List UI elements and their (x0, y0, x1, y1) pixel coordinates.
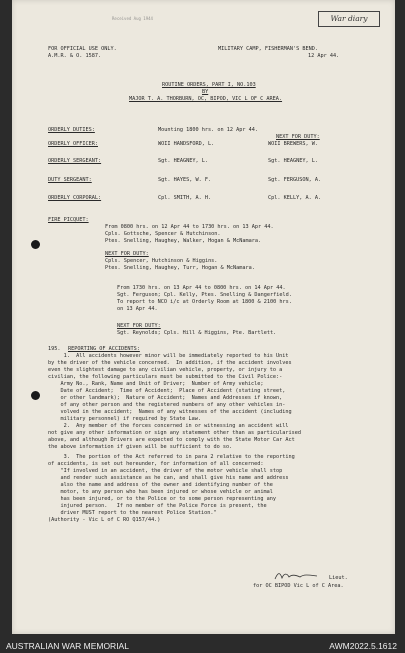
body-line: driver MUST report to the nearest Police Station." (48, 510, 217, 516)
orderly-officer-label: ORDERLY OFFICER: (48, 141, 98, 147)
body-line: 3. The portion of the Act referred to in para 2 relative to the reporting (48, 454, 295, 460)
body-line: civilian, the following particulars must be submitted to the Civil Police:- (48, 374, 283, 380)
orderly-officer-next: WOII BREWERS, W. (268, 141, 318, 147)
fire-picquet-line: Ptes. Snelling, Haughey, Walker, Hogan & McNamara. (105, 238, 262, 244)
title-line1: ROUTINE ORDERS, PART I, NO.103 (162, 82, 256, 88)
body-line: or other landmark); Nature of Accident; Names and Addresses if known, (48, 395, 283, 401)
body-line: Army No., Rank, Name and Unit of Driver; Number of Army vehicle; (48, 381, 264, 387)
body-line: has been injured, or to the Police or to some person representing any (48, 496, 276, 502)
fire-picquet-line: To report to NCO i/c at Orderly Room at 1800 & 2100 hrs. (117, 299, 292, 305)
orderly-sergeant-label: ORDERLY SERGEANT: (48, 158, 102, 164)
body-line: the above information if given will be sufficient to do so. (48, 444, 233, 450)
section-heading: REPORTING OF ACCIDENTS: (68, 346, 140, 352)
orderly-corporal-current: Cpl. SMITH, A. H. (158, 195, 212, 201)
header-right-line1: MILITARY CAMP, FISHERMAN'S BEND. (218, 46, 318, 52)
body-line: military personnel) if required by State Law. (48, 416, 202, 422)
body-line: even the slightest damage to any civilian vehicle, property, or injury to a (48, 367, 283, 373)
body-line: and render such assistance as he can, and shall give his name and address (48, 475, 289, 481)
header-left-line1: FOR OFFICIAL USE ONLY. (48, 46, 117, 52)
duty-sergeant-label: DUTY SERGEANT: (48, 177, 92, 183)
footer-bar (0, 640, 405, 653)
body-line: above, and although Drivers are expected to comply with the State Motor Car Act (48, 437, 295, 443)
header-left-line2: A.M.R. & O. 1587. (48, 53, 102, 59)
body-line: by the driver of the vehicle concerned. In addition, if the accident involves (48, 360, 292, 366)
fire-picquet-next-label: NEXT FOR DUTY: (105, 251, 149, 257)
duty-sergeant-next: Sgt. FERGUSON, A. (268, 177, 322, 183)
body-line: not give any other information or sign any statement other than as particularised (48, 430, 301, 436)
orderly-corporal-next: Cpl. KELLY, A. A. (268, 195, 322, 201)
document-page (12, 0, 395, 634)
body-line: of any other person and the registered numbers of any other vehicles in- (48, 402, 286, 408)
orderly-duties-label: ORDERLY DUTIES: (48, 127, 95, 133)
body-line: 2. Any member of the forces concerned in or witnessing an accident will (48, 423, 289, 429)
fire-picquet-line: Cpls. Gottsche, Spencer & Hutchinson. (105, 231, 221, 237)
title-line3: MAJOR T. A. THORBURN, OC, BIPOD, VIC L OF C AREA. (129, 96, 283, 102)
fire-picquet-next-label: NEXT FOR DUTY: (117, 323, 161, 329)
handwritten-note: War diary (318, 11, 380, 27)
orderly-sergeant-next: Sgt. HEAGNEY, L. (268, 158, 318, 164)
fire-picquet-line: Sgt. Reynolds; Cpls. Hill & Higgins, Pte. Bartlett. (117, 330, 277, 336)
next-for-duty-label: NEXT FOR DUTY: (276, 134, 320, 140)
fire-picquet-line: From 1730 hrs. on 13 Apr 44 to 0800 hrs. on 14 Apr 44. (117, 285, 286, 291)
header-right-line2: 12 Apr 44. (308, 53, 340, 59)
orderly-officer-current: WOII HANDSFORD, L. (158, 141, 215, 147)
signature-for-line: for OC BIPOD Vic L of C Area. (253, 583, 344, 589)
signature-rank: Lieut. (329, 575, 348, 581)
fire-picquet-line: Ptes. Snelling, Haughey, Turr, Hogan & McNamara. (105, 265, 255, 271)
body-line: "If involved in an accident, the driver of the motor vehicle shall stop (48, 468, 283, 474)
orderly-duties-value: Mounting 1800 hrs. on 12 Apr 44. (158, 127, 258, 133)
fire-picquet-line: From 0800 hrs. on 12 Apr 44 to 1730 hrs. on 13 Apr 44. (105, 224, 274, 230)
body-line: volved in the accident; Names of any witnesses of the accident (including (48, 409, 292, 415)
footer-reference: AWM2022.5.1612 (329, 641, 397, 651)
body-line: 1. All accidents however minor will be immediately reported to his Unit (48, 353, 289, 359)
body-line: injured person. If no member of the Police Force is present, the (48, 503, 267, 509)
fire-picquet-line: Cpls. Spencer, Hutchinson & Higgins. (105, 258, 218, 264)
signature-scribble (274, 571, 318, 581)
section-number: 195. (48, 346, 61, 352)
orderly-sergeant-current: Sgt. HEAGNEY, L. (158, 158, 208, 164)
body-line: (Authority - Vic L of C RO Q157/44.) (48, 517, 161, 523)
received-stamp: Received Aug 1944 (112, 16, 153, 21)
orderly-corporal-label: ORDERLY CORPORAL: (48, 195, 102, 201)
footer-institution: AUSTRALIAN WAR MEMORIAL (6, 641, 129, 651)
body-line: of accidents, is set out hereunder, for information of all concerned: (48, 461, 264, 467)
punch-hole (31, 240, 40, 249)
duty-sergeant-current: Sgt. HAYES, W. F. (158, 177, 212, 183)
punch-hole (31, 391, 40, 400)
body-line: also the name and address of the owner and identifying number of the (48, 482, 273, 488)
title-line2: BY (202, 89, 209, 95)
body-line: Date of Accident; Time of Accident; Place of Accident (stating street, (48, 388, 286, 394)
body-line: motor, to any person who has been injured or whose vehicle or animal (48, 489, 273, 495)
fire-picquet-line: Sgt. Ferguson; Cpl. Kelly, Ptes. Snelling & Dangerfield. (117, 292, 292, 298)
fire-picquet-label: FIRE PICQUET: (48, 217, 89, 223)
fire-picquet-line: on 13 Apr 44. (117, 306, 158, 312)
